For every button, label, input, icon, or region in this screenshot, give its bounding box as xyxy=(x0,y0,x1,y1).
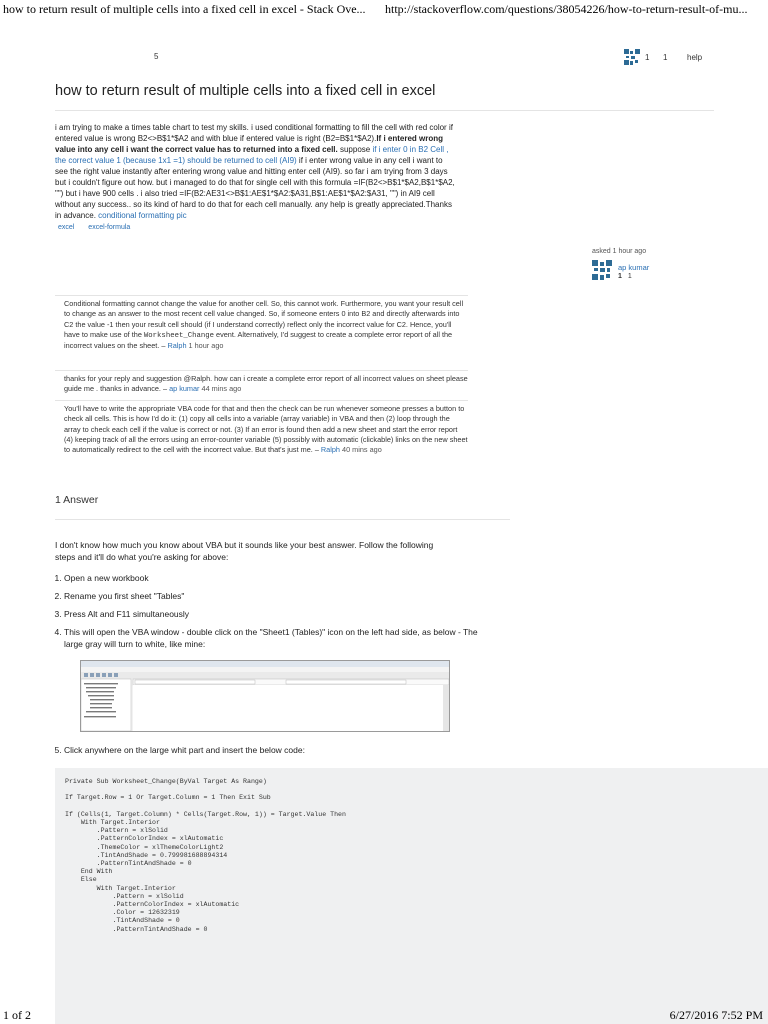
comment-time: 44 mins ago xyxy=(199,384,242,394)
tag-excel-formula[interactable]: excel-formula xyxy=(88,224,131,231)
question-text-rest: if i enter wrong value in any cell i want to see the right value instantly after entering wrong value and hitting enter cell (AI9). so far i am trying from 3 days but i couldn't figure out how. but i managed to do that for single cell with this formula =IF(B2<>B$1*$A2,B$1*$A2, "") but i have 900 cells . i also tried =IF(B2:AE31<>B$1:AE$1*$A2:$A31,B$1:AE$1*$A2:$A31, "") in AI9 cell without any success.. so its kind of hard to do that for each cell manually. any help is greatly appreciated.Thanks in advance. xyxy=(55,156,455,220)
answer-intro: I don't know how much you know about VBA but it sounds like your best answer. Follow the following steps and it'll do what you're asking for above: xyxy=(55,540,434,562)
print-page-number: 1 of 2 xyxy=(3,1008,31,1022)
comment xyxy=(64,299,468,351)
tag-excel[interactable]: excel xyxy=(58,224,75,231)
question-body xyxy=(55,122,455,221)
comment-user[interactable]: Ralph xyxy=(320,445,340,455)
comment-code: Worksheet_Change xyxy=(143,331,214,340)
answer-step: 1. Open a new workbook xyxy=(64,572,484,584)
question-tags xyxy=(58,224,142,231)
answer-step: 5. Click anywhere on the large whit part and insert the below code: xyxy=(64,744,484,756)
answer-steps-continued xyxy=(42,744,484,756)
comment-time: 1 hour ago xyxy=(186,341,224,351)
comment-text: You'll have to write the appropriate VBA code for that and then the check can be run whenever someone presses a button to check all cells. This is how I'd do it: (1) copy all cells into a variable (array variable) in VBA and then (2) loop through the array to check each cell if the value is correct or not. (3) If an error is found then add a new sheet and start the error report (4) keeping track of all the errors using an error-counter variable (5) possibly with automatic (clickable) links on the new sheet to automatically redirect to the cell with the incorrect value. But that's just me. – xyxy=(64,404,468,455)
comment xyxy=(64,374,468,395)
vote-count: 5 xyxy=(154,52,159,61)
question-text: i am trying to make a times table chart to test my skills. i used conditional formatting to fill the cell with red color if entered value is wrong B2<>B$1*$A2 and with blue if entered value is right (B2=B$1*$A2). xyxy=(55,123,453,143)
comment xyxy=(64,404,468,455)
answer-step: 4. This will open the VBA window - double click on the "Sheet1 (Tables)" icon on the left had side, as below - The large gray will turn to white, like mine: xyxy=(64,626,484,650)
reputation-count: 1 xyxy=(645,53,650,62)
title-divider xyxy=(55,110,714,111)
question-link[interactable]: if i enter 0 in B2 Cell , the correct value 1 (because 1x1 =1) should be returned to cell (AI9) xyxy=(55,145,449,165)
code-block xyxy=(55,768,768,1024)
question-bold-text: If i entered wrong value into any cell i want the correct value has to returned into a fixed cell. xyxy=(55,134,443,154)
comment-text-cont: event. Alternatively, I'd suggest to create a complete error report of all the incorrect values on the sheet. – xyxy=(64,329,453,351)
comment-user[interactable]: Ralph xyxy=(167,341,187,351)
asker-badge-count: 1 xyxy=(627,273,632,280)
answer-step: 3. Press Alt and F11 simultaneously xyxy=(64,608,484,620)
comments-divider xyxy=(55,400,468,401)
conditional-formatting-pic-link[interactable]: conditional formatting pic xyxy=(98,211,187,220)
vba-editor-screenshot xyxy=(80,660,450,732)
print-url: http://stackoverflow.com/questions/38054226/how-to-return-result-of-mu... xyxy=(385,2,748,16)
comment-user[interactable]: ap kumar xyxy=(169,384,200,394)
comment-text: Conditional formatting cannot change the value for another cell. So, this cannot work. Furthermore, you want your result cell to change as an answer to the most recent cell value changed. So, if someone enters 0 into B2 and directly afterwards into C2 the value -1 then your result cell should (if I understand correctly) reflect only the incorrect value for C2. Hence, you'll have to make use of the xyxy=(64,299,464,339)
question-text-cont: suppose xyxy=(337,145,373,154)
comments-divider-top xyxy=(55,295,468,296)
print-footer xyxy=(0,1006,768,1024)
print-page-title: how to return result of multiple cells into a fixed cell in excel - Stack Ove... xyxy=(3,2,366,16)
user-avatar-icon[interactable] xyxy=(624,49,640,65)
answer-steps xyxy=(42,572,484,656)
asked-time: asked 1 hour ago xyxy=(592,248,647,255)
help-link[interactable]: help xyxy=(687,53,703,62)
comment-time: 40 mins ago xyxy=(339,445,382,455)
print-datetime: 6/27/2016 7:52 PM xyxy=(669,1008,763,1022)
comment-text: thanks for your reply and suggestion @Ralph. how can i create a complete error report of all incorrect values on sheet please guide me . thanks in advance. – xyxy=(64,374,468,394)
asker-rep-value: 1 xyxy=(618,273,622,280)
question-title[interactable]: how to return result of multiple cells into a fixed cell in excel xyxy=(55,83,436,99)
comments-divider xyxy=(55,370,468,371)
print-header xyxy=(0,0,768,20)
asker-avatar-icon[interactable] xyxy=(592,260,612,280)
badge-count: 1 xyxy=(663,53,668,62)
answers-divider xyxy=(55,519,510,520)
vba-code: Private Sub Worksheet_Change(ByVal Target As Range) If Target.Row = 1 Or Target.Column = 1 Then Exit Sub If (Cells(1, Target.Column) * Cells(Target.Row, 1)) = Target.Value Then With Target.Interior .Pattern = xlSolid .PatternColorIndex = xlAutomatic .ThemeColor = xlThemeColorLight2 .TintAndShade = 0.799981688894314 .PatternTintAndShade = 0 End With Else With Target.Interior .Pattern = xlSolid .PatternColorIndex = xlAutomatic .Color = 12632319 .TintAndShade = 0 .PatternTintAndShade = 0 xyxy=(65,778,346,933)
top-bar xyxy=(0,46,768,70)
asker-username[interactable]: ap kumar xyxy=(618,263,650,272)
answers-count-heading: 1 Answer xyxy=(55,494,99,506)
asker-reputation xyxy=(618,273,632,280)
answer-step: 2. Rename you first sheet "Tables" xyxy=(64,590,484,602)
